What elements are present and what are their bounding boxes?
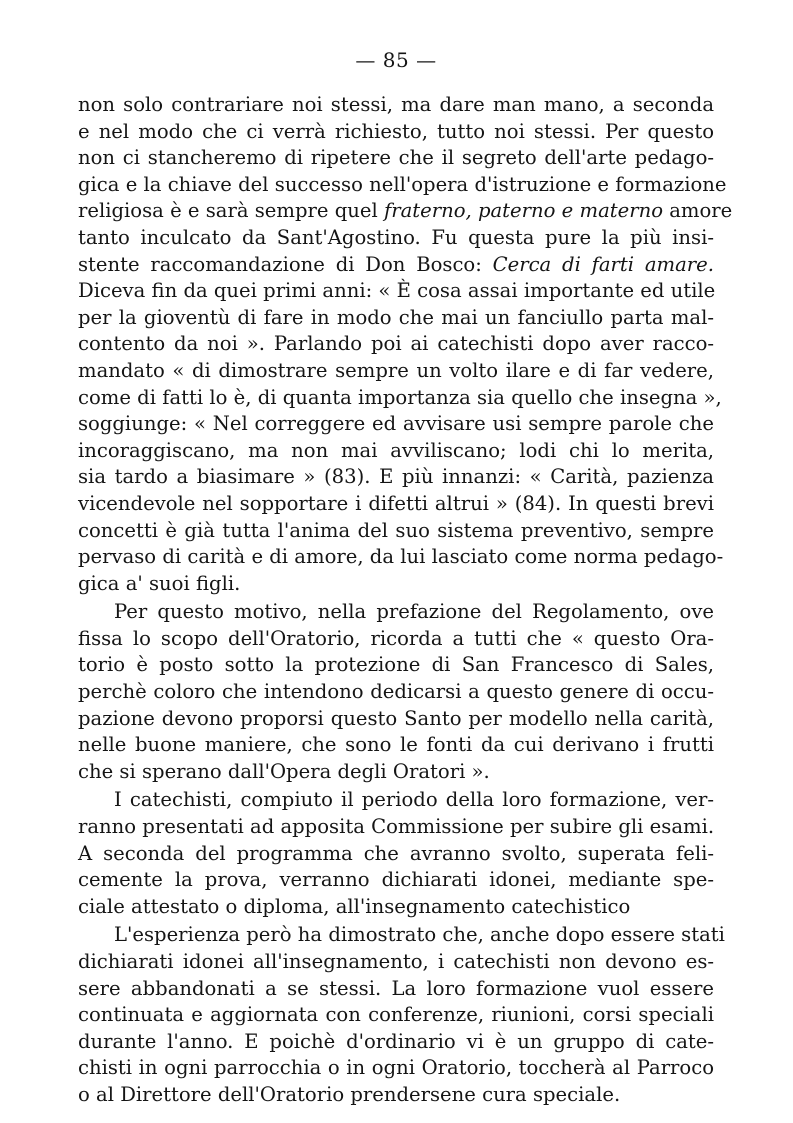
book-page bbox=[78, 40, 733, 1115]
text-line: perchè coloro che intendono dedicarsi a questo genere di occu- bbox=[78, 680, 714, 704]
text-line: che si sperano dall'Opera degli Oratori ». bbox=[78, 759, 490, 783]
text-line: incoraggiscano, ma non mai avviliscano; lodi chi lo merita, bbox=[78, 438, 714, 462]
text-line: sere abbandonati a se stessi. La loro formazione vuol essere bbox=[78, 976, 714, 1000]
text-line: continuata e aggiornata con conferenze, riunioni, corsi speciali bbox=[78, 1003, 714, 1027]
text-line: gica a' suoi figli. bbox=[78, 571, 241, 595]
text-line: ranno presentati ad apposita Commissione per subire gli esami. bbox=[78, 815, 715, 839]
text-line: pervaso di carità e di amore, da lui lasciato come norma pedago- bbox=[78, 545, 724, 569]
paragraph bbox=[78, 787, 714, 920]
text-line: non ci stancheremo di ripetere che il segreto dell'arte pedago- bbox=[78, 146, 714, 170]
body-text bbox=[78, 92, 733, 1109]
text-line: contento da noi ». Parlando poi ai catechisti dopo aver racco- bbox=[78, 332, 714, 356]
text-line: tanto inculcato da Sant'Agostino. Fu questa pure la più insi- bbox=[78, 225, 714, 249]
text-line: religiosa è e sarà sempre quel fraterno, paterno e materno amore bbox=[78, 199, 733, 223]
text-line: o al Direttore dell'Oratorio prendersene cura speciale. bbox=[78, 1082, 621, 1106]
text-line: stente raccomandazione di Don Bosco: Cerca di farti amare. bbox=[78, 252, 714, 276]
text-line: sia tardo a biasimare » (83). E più innanzi: « Carità, pazienza bbox=[78, 465, 714, 489]
text-line: non solo contrariare noi stessi, ma dare man mano, a seconda bbox=[78, 93, 714, 116]
text-line: cemente la prova, verranno dichiarati idonei, mediante spe- bbox=[78, 868, 714, 892]
text-line: pazione devono proporsi questo Santo per modello nella carità, bbox=[78, 706, 714, 730]
text-line: torio è posto sotto la protezione di San Francesco di Sales, bbox=[78, 653, 714, 677]
text-line: nelle buone maniere, che sono le fonti da cui derivano i frutti bbox=[78, 733, 714, 757]
text-line: fissa lo scopo dell'Oratorio, ricorda a tutti che « questo Ora- bbox=[78, 626, 714, 650]
text-line: concetti è già tutta l'anima del suo sistema preventivo, sempre bbox=[78, 518, 714, 542]
text-line: I catechisti, compiuto il periodo della loro formazione, ver- bbox=[114, 788, 714, 812]
text-line: vicendevole nel sopportare i difetti altrui » (84). In questi brevi bbox=[78, 491, 714, 515]
text-line: soggiunge: « Nel correggere ed avvisare usi sempre parole che bbox=[78, 412, 714, 436]
text-line: Diceva fin da quei primi anni: « È cosa assai importante ed utile bbox=[78, 279, 716, 303]
text-line: A seconda del programma che avranno svolto, superata feli- bbox=[78, 841, 714, 865]
paragraph bbox=[78, 599, 714, 785]
text-line: chisti in ogni parrocchia o in ogni Oratorio, toccherà al Parroco bbox=[78, 1056, 714, 1080]
text-line: Per questo motivo, nella prefazione del Regolamento, ove bbox=[114, 600, 714, 624]
text-line: durante l'anno. E poichè d'ordinario vi è un gruppo di cate- bbox=[78, 1029, 714, 1053]
text-line: e nel modo che ci verrà richiesto, tutto noi stessi. Per questo bbox=[78, 119, 714, 143]
paragraph bbox=[78, 922, 725, 1108]
text-line: per la gioventù di fare in modo che mai un fanciullo parta mal- bbox=[78, 305, 714, 329]
text-line: L'esperienza però ha dimostrato che, anche dopo essere stati bbox=[114, 923, 725, 947]
text-line: gica e la chiave del successo nell'opera d'istruzione e formazione bbox=[78, 172, 727, 196]
text-line: ciale attestato o diploma, all'insegnamento catechistico bbox=[78, 894, 631, 918]
page-number: — 85 — bbox=[355, 48, 437, 72]
paragraph bbox=[78, 92, 733, 597]
text-line: dichiarati idonei all'insegnamento, i catechisti non devono es- bbox=[78, 950, 714, 973]
text-line: mandato « di dimostrare sempre un volto ilare e di far vedere, bbox=[78, 358, 714, 382]
text-line: come di fatti lo è, di quanta importanza sia quello che insegna », bbox=[78, 385, 722, 409]
